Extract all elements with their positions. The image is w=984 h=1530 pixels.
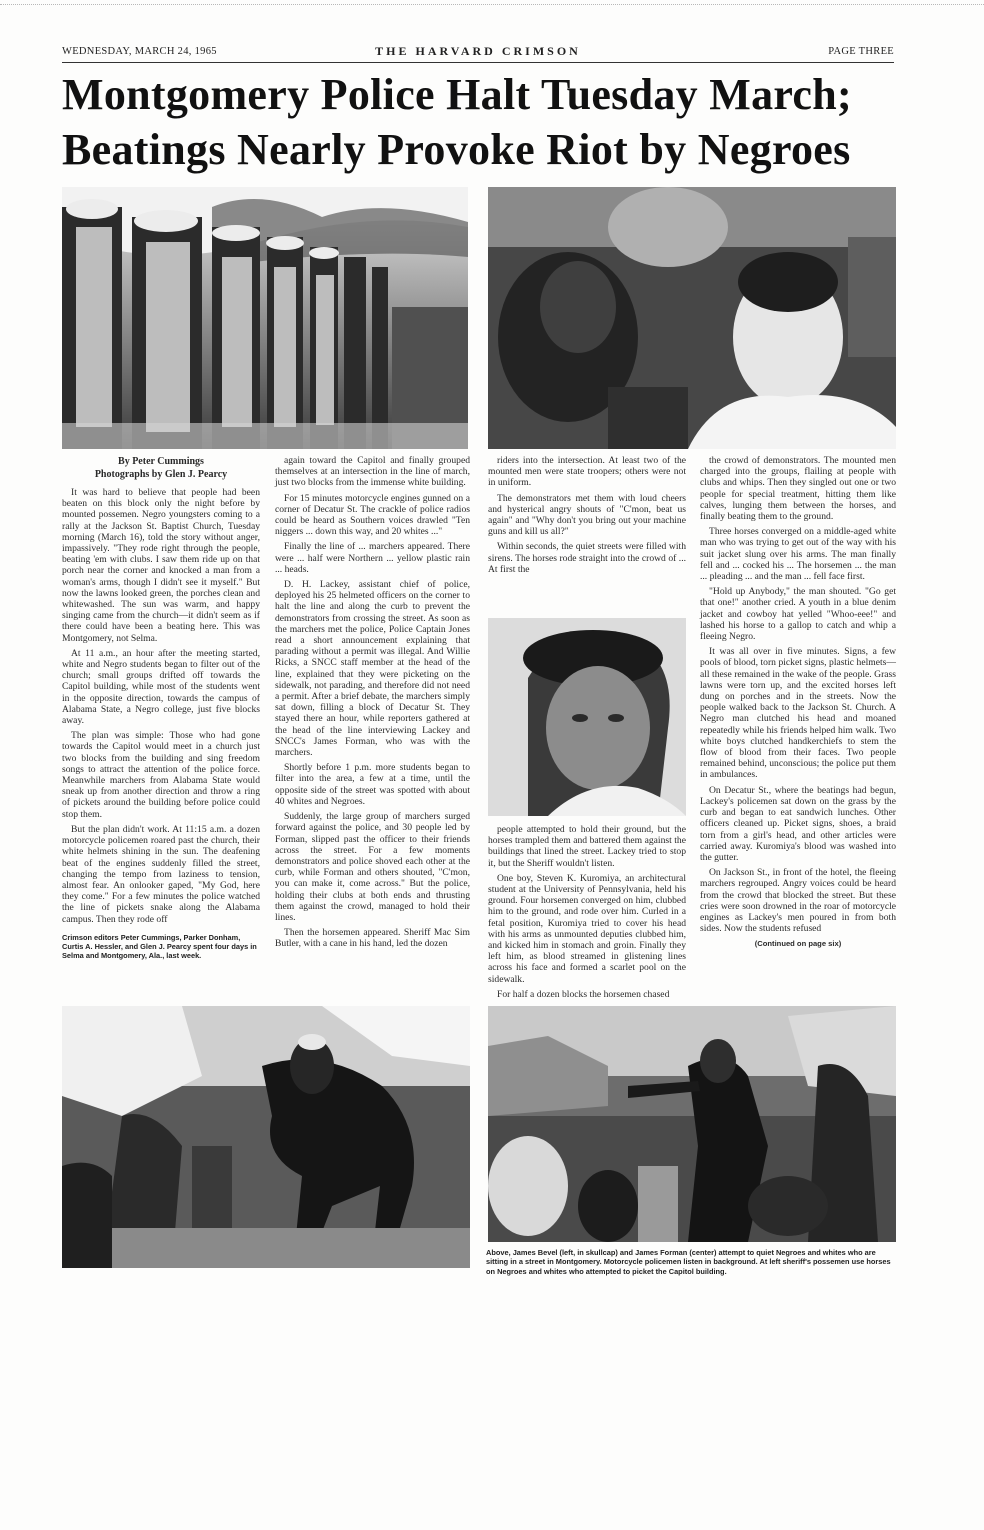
paragraph: riders into the intersection. At least two of the mounted men were state troopers; others were not in uniform. xyxy=(488,455,686,489)
paragraph: Finally the line of ... marchers appeared. There were ... half were Northern ... yellow plastic rain ... heads. xyxy=(275,541,470,575)
photo-police-line xyxy=(62,187,468,449)
continued-notice: (Continued on page six) xyxy=(754,939,842,949)
masthead-rule xyxy=(62,62,894,63)
masthead xyxy=(62,46,894,62)
byline xyxy=(62,455,260,481)
article-column-2 xyxy=(275,455,470,954)
paragraph: On Jackson St., in front of the hotel, the fleeing marchers regrouped. Angry voices could be heard from the crowd that blocked the street. But these cries were soon drowned in the roar of motorcycle engines as Lackey's men poured in from both sides. Now the students refused xyxy=(700,867,896,935)
paragraph: But the plan didn't work. At 11:15 a.m. a dozen motorcycle policemen roared past the church, their white helmets shining in the sun. The deafening beat of the engines suddenly filled the street, changing the tempo from laziness to tension, almost fear. An onlooker gaped, "My God, here they come." For a few minutes the police watched the line of pickets snake along the Alabama campus. Then they rode off xyxy=(62,823,260,925)
headline-line-1: Montgomery Police Halt Tuesday March; xyxy=(62,70,852,119)
paragraph: D. H. Lackey, assistant chief of police, deployed his 25 helmeted officers on the corner to halt the line and along the curb to prevent the demonstrators from crossing the street. As soon as the marchers met the police, Police Captain Jones read a short announcement explaining that parading without a permit was illegal. And Willie Ricks, a SNCC staff member at the head of the line, explained that they were picketing on the sidewalk, not parading, and therefore did not need a permit. After a brief debate, the marchers simply sat down, filling a block of Decatur St. They stayed there an hour, while reporters gathered at the head of the line interviewing Lackey and SNCC's James Forman, who was with the marchers. xyxy=(275,579,470,759)
photo-man-portrait xyxy=(488,618,686,816)
paragraph: The plan was simple: Those who had gone towards the Capitol would meet in a church just two blocks from the building and sing freedom songs to attract the attention of the police force. Meanwhile marchers from Alabama State would sneak up from another direction and throw a ring of pickets around the building before police could stop them. xyxy=(62,730,260,820)
paragraph: Then the horsemen appeared. Sheriff Mac Sim Butler, with a cane in his hand, led the dozen xyxy=(275,927,470,950)
paragraph: people attempted to hold their ground, but the horses trampled them and battered them against the buildings that lined the street. Lackey tried to stop it, but the Sheriff wouldn't listen. xyxy=(488,824,686,869)
masthead-paper-name: THE HARVARD CRIMSON xyxy=(375,44,581,58)
paragraph: One boy, Steven K. Kuromiya, an architectural student at the University of Pennsylvania, held his ground. Four horsemen converged on him, clubbed him to the ground, and rode over him. Curled in a fetal position, Kuromiya tried to cover his head with his arms as unmounted deputies clubbed him, and kicked him in stomach and groin. Finally they left him, as blood streamed in glistening lines across his face and formed a scarlet pool on the sidewalk. xyxy=(488,872,686,985)
article-column-4 xyxy=(700,455,896,950)
paragraph: For half a dozen blocks the horsemen chased xyxy=(497,988,670,1000)
paragraph: the crowd of demonstrators. The mounted men charged into the groups, flailing at people with clubs and whips. Then they singled out one or two people for special treatment, hitting them like calves, lunging them between the horses, and finally beating them to the ground. xyxy=(700,455,896,523)
photo-horsemen xyxy=(62,1006,470,1268)
byline-author: By Peter Cummings xyxy=(118,456,204,467)
editor-credit: Crimson editors Peter Cummings, Parker Donham, Curtis A. Hessler, and Glen J. Pearcy spent four days in Selma and Montgomery, Ala., last week. xyxy=(62,932,257,960)
article-column-3-top xyxy=(488,455,686,579)
paragraph: Suddenly, the large group of marchers surged forward against the police, and 30 people led by Forman, slipped past the officer to their friends across the street. For a few moments demonstrators and police shoved each other at the curb, while Forman and others shouted, "C'mon, you can make it, come across." But the police, holding their clubs at both ends and thrusting them against the crowd, managed to hold their lines. xyxy=(275,811,470,923)
paragraph: "Hold up Anybody," the man shouted. "Go get that one!" another cried. A youth in a blue denim jacket and cowboy hat yelled "Whoo-eee!" and lashed his horse to a gallop to catch and whip a fleeing Negro. xyxy=(700,586,896,643)
paragraph: Within seconds, the quiet streets were filled with sirens. The horses rode straight into the crowd of ... At first the xyxy=(488,541,686,575)
dotted-edge xyxy=(0,4,984,5)
paragraph: At 11 a.m., an hour after the meeting started, white and Negro students began to filter out of the church; small groups drifted off towards the Capitol building, while most of the students went in the opposite direction, towards the campus of Alabama State, a Negro college, just five blocks away. xyxy=(62,647,260,727)
masthead-page-number: PAGE THREE xyxy=(828,46,894,57)
paragraph: again toward the Capitol and finally grouped themselves at an intersection in the line of march, just two blocks from the immense white building. xyxy=(275,455,470,489)
paragraph: On Decatur St., where the beatings had begun, Lackey's policemen sat down on the grass by the curb and began to eat sandwich lunches. Other officers cleaned up. Picket signs, shoes, a braid torn from a girl's head, and other articles were carried away. Kuromiya's blood was washed into the gutter. xyxy=(700,784,896,863)
byline-photographer: Photographs by Glen J. Pearcy xyxy=(94,469,228,480)
masthead-date: WEDNESDAY, MARCH 24, 1965 xyxy=(62,46,217,57)
paragraph: It was all over in five minutes. Signs, a few pools of blood, torn picket signs, plastic helmets—all these remained in the wake of the people. Grass lawns were torn up, and the excited horses left dung on porches and in the streets. Now the people walked back to the Jackson St. Church. A Negro man clutched his head and moaned repeatedly while his friends helped him walk. Two white boys clutched handkerchiefs to stem the flow of blood from their faces. Two people remained behind, unconscious; the police put them in ambulances. xyxy=(700,646,896,781)
paragraph: It was hard to believe that people had been beaten on this block only the night before by mounted possemen. Negro youngsters coming to a rally at the Jackson St. Baptist Church, Tuesday morning (March 16), told the story without anger, impassively. "They rode right through the people, beating 'em with clubs. I saw them ride up on that porch near the corner and knocked a man from a woman's arms, though I didn't see it myself." But now the lawns looked green, the porches clean and whitewashed. The sun was warm, and happy singing came from the church—it didn't seem as if there could have been a beating here. This was Montgomery, not Selma. xyxy=(62,487,260,644)
photo-young-men xyxy=(488,187,896,449)
article-column-1 xyxy=(62,455,260,960)
paragraph: The demonstrators met them with loud cheers and hysterical angry shouts of "C'mon, beat us again" and "Why don't you bring out your machine guns and kill us all?" xyxy=(488,492,686,538)
photo-bevel-and-forman xyxy=(488,1006,896,1242)
paragraph: For 15 minutes motorcycle engines gunned on a corner of Decatur St. The crackle of police radios could be heard as Southern voices drawled "Ten niggers ... down this way, and 20 whites ..." xyxy=(275,492,470,538)
paragraph: Three horses converged on a middle-aged white man who was trying to get out of the way with his suit jacket slung over his arms. The man finally fell and ... cocked his ... The horsemen ... the man ... pleading ... and the man ... fell face first. xyxy=(700,526,896,583)
article-column-3-bottom xyxy=(488,824,686,1004)
photo-caption: Above, James Bevel (left, in skullcap) and James Forman (center) attempt to quiet Negroes and whites who are sitting in a street in Montgomery. Motorcycle policemen listen in background. At left sheriff's possemen use horses on Negroes and whites who attempted to picket the Capitol building. xyxy=(486,1248,891,1276)
headline-line-2: Beatings Nearly Provoke Riot by Negroes xyxy=(62,125,851,174)
paragraph: Shortly before 1 p.m. more students began to filter into the area, a few at a time, until the opposite side of the street was spotted with about 40 whites and Negroes. xyxy=(275,762,470,807)
